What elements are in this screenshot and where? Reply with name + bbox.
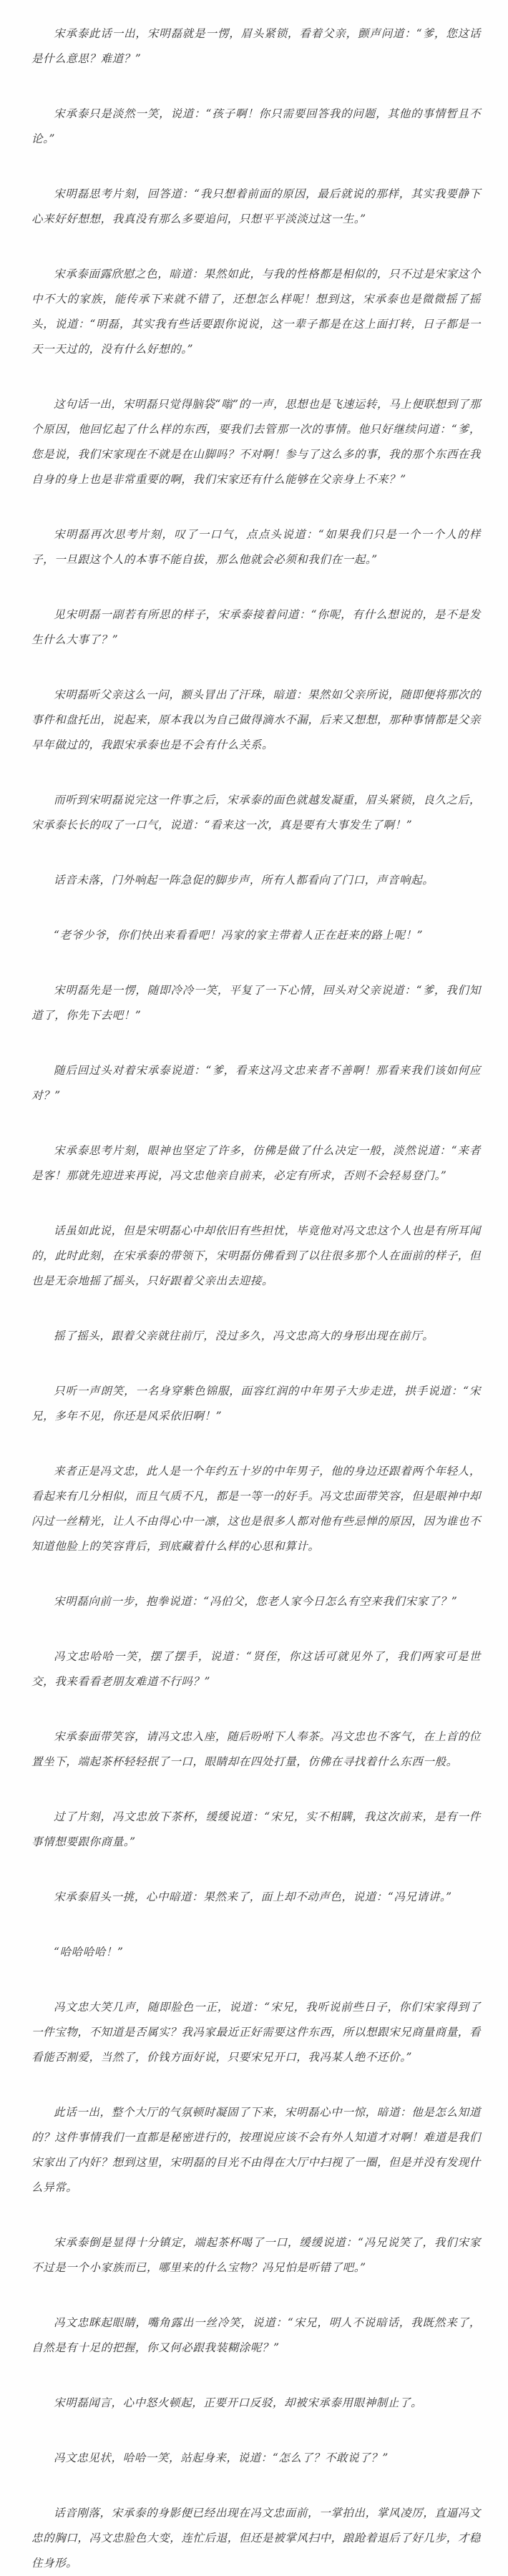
paragraph: 宋承泰只是淡然一笑，说道：“孩子啊！你只需要回答我的问题，其他的事情暂且不论。” (31, 107, 481, 145)
paragraph: 宋明磊再次思考片刻，叹了一口气，点点头说道：“如果我们只是一个一个人的样子，一旦跟这个人的本事不能自拔，那么他就会必须和我们在一起。” (31, 528, 481, 566)
paragraph: 摇了摇头，跟着父亲就往前厅，没过多久，冯文忠高大的身形出现在前厅。 (54, 1330, 434, 1342)
paragraph: 过了片刻，冯文忠放下茶杯，缓缓说道：“宋兄，实不相瞒，我这次前来，是有一件事情想要跟你商量。” (31, 1810, 481, 1848)
paragraph: 宋承泰眉头一挑，心中暗道：果然来了，面上却不动声色，说道：“冯兄请讲。” (54, 1890, 452, 1903)
paragraph: 冯文忠大笑几声，随即脸色一正，说道：“宋兄，我听说前些日子，你们宋家得到了一件宝物，不知道是否属实？我冯家最近正好需要这件东西，所以想跟宋兄商量商量，看看能否割爱，当然了，价钱方面好说，只要宋兄开口，我冯某人绝不还价。” (31, 2001, 481, 2064)
paragraph: 话虽如此说，但是宋明磊心中却依旧有些担忧，毕竟他对冯文忠这个人也是有所耳闻的，此时此刻，在宋承泰的带领下，宋明磊仿佛看到了以往很多那个人在面前的样子，但也是无奈地摇了摇头，只好跟着父亲出去迎接。 (31, 1224, 481, 1287)
paragraph: 宋承泰思考片刻，眼神也坚定了许多，仿佛是做了什么决定一般，淡然说道：“来者是客！那就先迎进来再说，冯文忠他亲自前来，必定有所求，否则不会轻易登门。” (31, 1144, 481, 1182)
paragraph: 宋承泰倒是显得十分镇定，端起茶杯喝了一口，缓缓说道：“冯兄说笑了，我们宋家不过是一个小家族而已，哪里来的什么宝物？冯兄怕是听错了吧。” (31, 2236, 481, 2274)
paragraph: 冯文忠见状，哈哈一笑，站起身来，说道：“怎么了？不敢说了？” (54, 2451, 389, 2464)
paragraph: 只听一声朗笑，一名身穿紫色锦服，面容红润的中年男子大步走进，拱手说道：“宋兄，多年不见，你还是风采依旧啊！” (31, 1385, 481, 1423)
paragraph: “哈哈哈哈！” (54, 1946, 124, 1958)
paragraph: “老爷少爷，你们快出来看看吧！冯家的家主带着人正在赶来的路上呢！” (54, 929, 424, 942)
paragraph: 这句话一出，宋明磊只觉得脑袋“嗡”的一声，思想也是飞速运转，马上便联想到了那个原因，他回忆起了什么样的东西，要我们去管那一次的事情。他只好继续问道：“爹，您是说，我们宋家现在不就是在山脚吗？不对啊！参与了这么多的事，我的那个东西在我自身的身上也是非常重要的啊，我们宋家还有什么能够在父亲身上不来？” (31, 398, 481, 486)
paragraph: 来者正是冯文忠，此人是一个年约五十岁的中年男子，他的身边还跟着两个年轻人，看起来有几分相似，而且气质不凡，都是一等一的好手。冯文忠面带笑容，但是眼神中却闪过一丝精光，让人不由得心中一凛，这也是很多人都对他有些忌惮的原因，因为谁也不知道他脸上的笑容背后，到底藏着什么样的心思和算计。 (31, 1465, 481, 1553)
paragraph: 宋明磊思考片刻，回答道：“我只想着前面的原因，最后就说的那样，其实我要静下心来好好想想，我真没有那么多要追问，只想平平淡淡过这一生。” (31, 187, 481, 225)
paragraph: 宋承泰面带笑容，请冯文忠入座，随后吩咐下人奉茶。冯文忠也不客气，在上首的位置坐下，端起茶杯轻轻抿了一口，眼睛却在四处打量，仿佛在寻找着什么东西一般。 (31, 1730, 481, 1768)
paragraph: 而听到宋明磊说完这一件事之后，宋承泰的面色就越发凝重，眉头紧锁，良久之后，宋承泰长长的叹了一口气，说道：“看来这一次，真是要有大事发生了啊！” (31, 794, 481, 831)
paragraph: 宋承泰面露欣慰之色，暗道：果然如此，与我的性格都是相似的，只不过是宋家这个中不大的家族，能传承下来就不错了，还想怎么样呢！想到这，宋承泰也是微微摇了摇头，说道：“明磊，其实我有些话要跟你说说，这一辈子都是在这上面打转，日子都是一天一天过的，没有什么好想的。” (31, 268, 481, 356)
paragraph: 宋明磊先是一愣，随即冷冷一笑，平复了一下心情，回头对父亲说道：“爹，我们知道了，你先下去吧！” (31, 984, 481, 1022)
paragraph: 话音未落，门外响起一阵急促的脚步声，所有人都看向了门口，声音响起。 (54, 874, 434, 887)
paragraph: 宋明磊听父亲这么一问，额头冒出了汗珠，暗道：果然如父亲所说，随即便将那次的事件和盘托出，说起来，原本我以为自己做得滴水不漏，后来又想想，那种事情都是父亲早年做过的，我跟宋承泰也是不会有什么关系。 (31, 688, 481, 751)
paragraph: 宋明磊闻言，心中怒火顿起，正要开口反驳，却被宋承泰用眼神制止了。 (54, 2396, 423, 2409)
paragraph: 此话一出，整个大厅的气氛顿时凝固了下来，宋明磊心中一惊，暗道：他是怎么知道的？这件事情我们一直都是秘密进行的，按理说应该不会有外人知道才对啊！难道是我们宋家出了内奸？想到这里，宋明磊的目光不由得在大厅中扫视了一圈，但是并没有发现什么异常。 (31, 2106, 481, 2194)
paragraph: 冯文忠哈哈一笑，摆了摆手，说道：“贤侄，你这话可就见外了，我们两家可是世交，我来看看老朋友难道不行吗？” (31, 1650, 481, 1688)
paragraph: 宋明磊向前一步，抱拳说道：“冯伯父，您老人家今日怎么有空来我们宋家了？” (54, 1595, 458, 1608)
paragraph: 见宋明磊一副若有所思的样子，宋承泰接着问道：“你呢，有什么想说的，是不是发生什么大事了？” (31, 608, 481, 646)
paragraph: 冯文忠眯起眼睛，嘴角露出一丝冷笑，说道：“宋兄，明人不说暗话，我既然来了，自然是有十足的把握，你又何必跟我装糊涂呢？” (31, 2316, 481, 2354)
paragraph: 随后回过头对着宋承泰说道：“爹，看来这冯文忠来者不善啊！那看来我们该如何应对？” (31, 1064, 481, 1102)
paragraph: 宋承泰此话一出，宋明磊就是一愣，眉头紧锁，看着父亲，颤声问道：“爹，您这话是什么意思？难道？” (31, 27, 481, 65)
paragraph: 话音刚落，宋承泰的身影便已经出现在冯文忠面前，一掌拍出，掌风凌厉，直逼冯文忠的胸口，冯文忠脸色大变，连忙后退，但还是被掌风扫中，踉跄着退后了好几步，才稳住身形。 (31, 2507, 481, 2570)
